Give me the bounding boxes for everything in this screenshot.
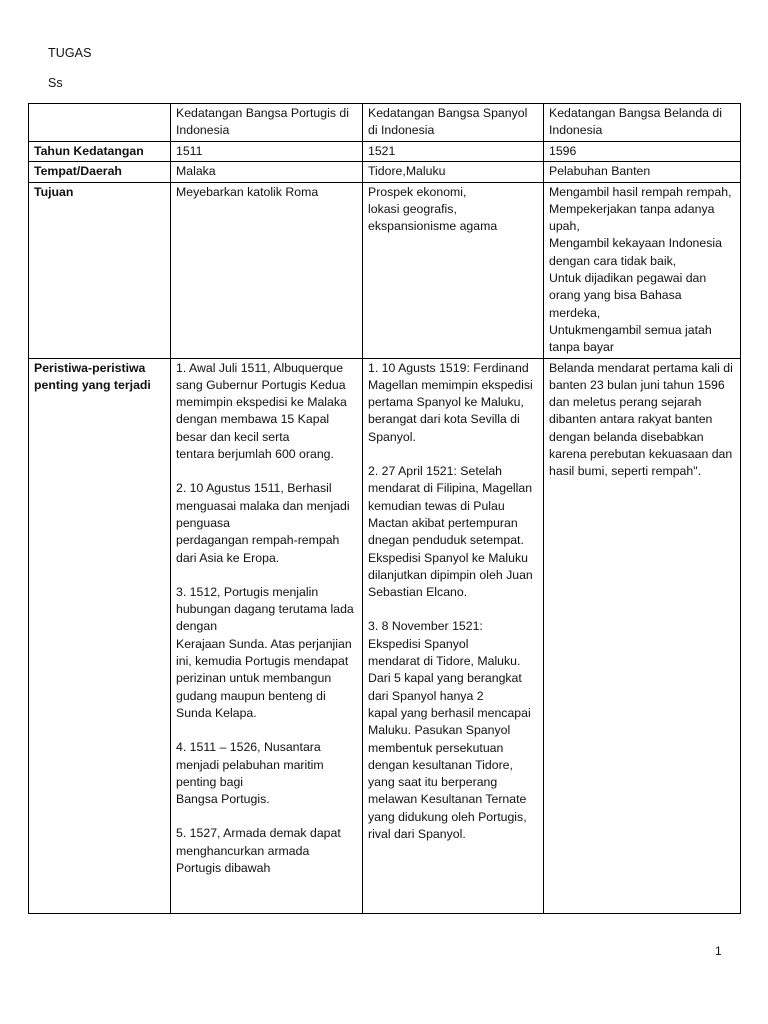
row-label-peristiwa: Peristiwa-peristiwa penting yang terjadi [29,358,171,913]
table-header-row [29,104,741,142]
tujuan-belanda-line: Mengambil kekayaan Indonesia dengan cara tidak baik, [549,236,722,268]
page-number: 1 [715,944,722,958]
document-subtitle: Ss [48,76,63,90]
header-cell-belanda: Kedatangan Bangsa Belanda di Indonesia [544,104,741,142]
cell-peristiwa-portugis [171,358,363,913]
peristiwa-spanyol-item: 1. 10 Agusts 1519: Ferdinand Magellan memimpin ekspedisi [368,360,533,392]
peristiwa-spanyol-item: mendarat di Tidore, Maluku. Dari 5 kapal yang berangkat dari Spanyol hanya 2 [368,654,522,703]
cell-tahun-portugis: 1511 [171,142,363,162]
cell-peristiwa-spanyol [363,358,544,913]
table-row-tahun [29,142,741,162]
table-row-peristiwa [29,358,741,913]
tujuan-belanda-line: Mempekerjakan tanpa adanya upah, [549,201,715,234]
peristiwa-spanyol-item: kapal yang berhasil mencapai Maluku. Pasukan Spanyol membentuk persekutuan dengan kesultanan Tidore, yang saat itu berperang melawan Kesultanan Ternate yang didukung oleh Portugis, rival dari Spanyol. [368,705,531,841]
cell-tujuan-belanda [544,182,741,358]
peristiwa-portugis-item: 1. Awal Juli 1511, Albuquerque sang Gubernur Portugis Kedua memimpin ekspedisi ke Malaka dengan membawa 15 Kapal besar dan kecil serta [176,360,347,444]
cell-peristiwa-belanda: Belanda mendarat pertama kali di banten 23 bulan juni tahun 1596 dan meletus perang sejarah dibanten antara rakyat banten dengan belanda disebabkan karena perebutan kekuasaan dan hasil bumi, seperti rempah". [544,358,741,913]
document-title: TUGAS [48,46,92,60]
row-label-tempat: Tempat/Daerah [29,162,171,182]
comparison-table [28,103,741,914]
row-label-tahun: Tahun Kedatangan [29,142,171,162]
tujuan-belanda-line: Untuk dijadikan pegawai dan orang yang bisa Bahasa merdeka, [549,271,707,320]
table-row-tujuan [29,182,741,358]
peristiwa-spanyol-item: 3. 8 November 1521: Ekspedisi Spanyol [368,619,483,651]
tujuan-spanyol-line: lokasi geografis, [368,201,457,216]
peristiwa-portugis-item: tentara berjumlah 600 orang. [176,447,334,462]
peristiwa-spanyol-item: kemudian tewas di Pulau Mactan akibat pertempuran dnegan penduduk setempat. Ekspedisi Spanyol ke Maluku dilanjutkan dipimpin oleh Juan Sebastian Elcano. [368,498,533,600]
peristiwa-portugis-item: perdagangan rempah-rempah dari Asia ke Eropa. [176,533,340,565]
peristiwa-spanyol-item: pertama Spanyol ke Maluku, berangat dari kota Sevilla di Spanyol. [368,395,524,444]
tujuan-spanyol-line: ekspansionisme agama [368,219,498,234]
header-cell-spanyol: Kedatangan Bangsa Spanyol di Indonesia [363,104,544,142]
header-cell-portugis: Kedatangan Bangsa Portugis di Indonesia [171,104,363,142]
peristiwa-portugis-item: 2. 10 Agustus 1511, Berhasil menguasai malaka dan menjadi penguasa [176,481,350,530]
tujuan-spanyol-line: Prospek ekonomi, [368,184,467,199]
cell-tujuan-portugis [171,182,363,358]
cell-tahun-belanda: 1596 [544,142,741,162]
peristiwa-portugis-item: 3. 1512, Portugis menjalin hubungan dagang terutama lada dengan [176,584,354,634]
peristiwa-portugis-item: 4. 1511 – 1526, Nusantara menjadi pelabuhan maritim penting bagi [176,740,324,789]
peristiwa-portugis-item: 5. 1527, Armada demak dapat menghancurkan armada Portugis dibawah [176,826,341,875]
cell-tujuan-spanyol [363,182,544,358]
peristiwa-portugis-item: Bangsa Portugis. [176,792,270,807]
peristiwa-spanyol-item: 2. 27 April 1521: Setelah mendarat di Filipina, Magellan [368,464,533,496]
tujuan-portugis-line: Meyebarkan katolik Roma [176,184,319,199]
peristiwa-portugis-item: Kerajaan Sunda. Atas perjanjian ini, kemudia Portugis mendapat perizinan untuk membangun gudang maupun benteng di Sunda Kelapa. [176,636,352,720]
tujuan-belanda-line: Mengambil hasil rempah rempah, [549,184,732,199]
table-row-tempat [29,162,741,182]
cell-tahun-spanyol: 1521 [363,142,544,162]
cell-tempat-belanda: Pelabuhan Banten [544,162,741,182]
row-label-tujuan: Tujuan [29,182,171,358]
cell-tempat-portugis: Malaka [171,162,363,182]
header-cell-empty [29,104,171,142]
cell-tempat-spanyol: Tidore,Maluku [363,162,544,182]
tujuan-belanda-line: Untukmengambil semua jatah tanpa bayar [549,322,712,355]
